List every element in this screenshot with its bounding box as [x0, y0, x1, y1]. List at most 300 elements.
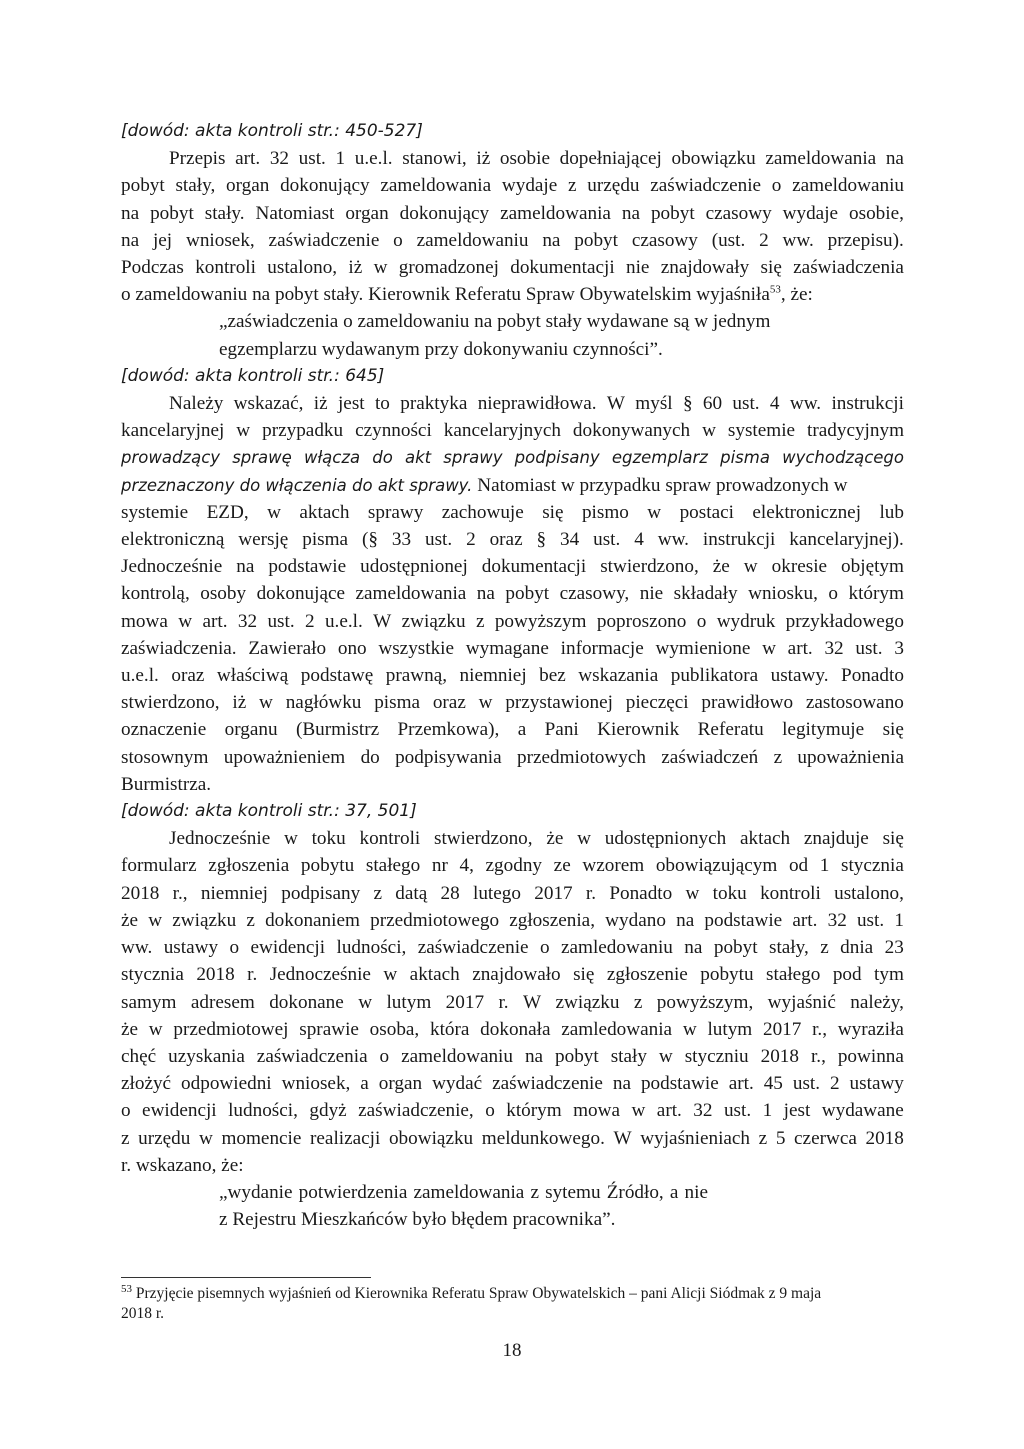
word: jej [152, 229, 173, 251]
word: powyższym, [656, 991, 754, 1013]
word: nie [684, 1181, 708, 1203]
word: złożyć [121, 1073, 172, 1095]
word: na [121, 229, 140, 251]
word: obowiązującym [655, 855, 778, 877]
word: (ust. [711, 229, 746, 251]
word: oznaczenie [121, 719, 207, 741]
text-line [121, 526, 904, 553]
word: 2 [759, 229, 769, 251]
word: podstawie [704, 909, 783, 931]
word: w [199, 1127, 213, 1149]
document-body [121, 118, 904, 1233]
word: wydano [605, 909, 666, 931]
word: na [684, 937, 703, 959]
word: aktach [299, 501, 350, 523]
word: pobyt [650, 202, 695, 224]
word: jest [337, 393, 365, 415]
word: na [236, 556, 255, 578]
word: wskazania [578, 665, 659, 687]
word: stały, [768, 937, 809, 959]
word: lutym [386, 991, 432, 1013]
word: ust. [267, 610, 295, 632]
word: (Burmistrz [295, 719, 380, 741]
word: zgłoszenia, [509, 909, 595, 931]
word: wniosek, [281, 1073, 351, 1095]
word: realizacji [310, 1127, 381, 1149]
text-segment: „zaświadczenia o zameldowaniu na pobyt stały wydawane są w jednym [219, 311, 771, 333]
word: 2 [466, 529, 476, 551]
word: stwierdzono, [600, 556, 699, 578]
word: w [647, 501, 662, 523]
word: ustalono, [834, 882, 904, 904]
word: na [542, 229, 561, 251]
word: stwierdzono, [121, 692, 220, 714]
word: 2 [305, 610, 315, 632]
text-line [121, 880, 904, 907]
word: Zawierało [248, 637, 327, 659]
word: Ponadto [841, 665, 904, 687]
word: aktach [740, 828, 791, 850]
word: zastosowano [805, 692, 904, 714]
word: dopełniającej [559, 148, 662, 170]
word: stały, [175, 175, 216, 197]
word: podstawę [300, 665, 374, 687]
word: wniosek, [185, 229, 255, 251]
word: od [788, 855, 809, 877]
text-line [121, 798, 904, 825]
word: objętym [841, 556, 904, 578]
italic-word: włącza [303, 448, 361, 468]
italic-word: sprawy [443, 448, 503, 468]
word: art. [792, 909, 818, 931]
word: w [358, 991, 373, 1013]
word: Jednocześnie [169, 828, 271, 850]
word: w [259, 692, 273, 714]
word: ludności, [228, 1100, 298, 1122]
text-segment: o zameldowaniu na pobyt stały. Kierownik Referatu Spraw Obywatelskim wyjaśniła [121, 284, 770, 306]
word: ewidencji [142, 1100, 217, 1122]
word: na [612, 1073, 631, 1095]
word: czerwca [794, 1127, 857, 1149]
word: 4 [634, 529, 644, 551]
word: związku [555, 991, 620, 1013]
word: elektroniczną [121, 529, 225, 551]
word: 1 [762, 1100, 773, 1122]
word: podstawie [268, 556, 347, 578]
italic-word: wychodzącego [782, 448, 904, 468]
text-line [121, 580, 904, 607]
word: r., [810, 1045, 826, 1067]
word: w [148, 909, 163, 931]
word: związku [401, 610, 466, 632]
word: o [485, 1100, 495, 1122]
word: myśl [635, 393, 673, 415]
word: zameldowania [380, 175, 492, 197]
word: stałego [365, 855, 421, 877]
word: ust. [298, 148, 326, 170]
word: przystawionej [505, 692, 613, 714]
word: (§ [361, 529, 378, 551]
word: ust. [732, 393, 760, 415]
word: zaświadczenie [650, 175, 762, 197]
word: w [743, 556, 758, 578]
word: w [373, 257, 388, 279]
word: datą [395, 882, 428, 904]
word: prawidłowo [701, 692, 794, 714]
word: o [121, 1100, 131, 1122]
text-line [121, 771, 904, 798]
text-segment: Burmistrza. [121, 773, 212, 795]
word: r. [498, 991, 509, 1013]
word: zaświadczenia [256, 1045, 368, 1067]
word: ust. [424, 529, 453, 551]
word: na [121, 202, 140, 224]
word: przedmiotowej [173, 1018, 289, 1040]
word: 34 [560, 529, 580, 551]
word: o [828, 583, 838, 605]
text-line [121, 499, 904, 526]
word: informacje [560, 637, 644, 659]
word: kancelaryjnych [443, 420, 561, 442]
word: przedmiotowych [517, 746, 646, 768]
word: a [669, 1181, 679, 1203]
text-segment: Natomiast w przypadku spraw prowadzonych w [472, 474, 848, 496]
word: W [606, 393, 625, 415]
word: powinna [837, 1045, 904, 1067]
word: Należy [169, 393, 224, 415]
word: dokonywanych [572, 420, 691, 442]
word: ludności, [336, 937, 407, 959]
word: zameldowaniu [792, 175, 904, 197]
word: u.e.l. [121, 665, 159, 687]
word: zgłoszenie [606, 964, 688, 986]
word: postaci [679, 501, 734, 523]
word: lub [879, 501, 904, 523]
word: niemniej [200, 882, 269, 904]
word: zaświadczenie [492, 1073, 603, 1095]
word: dokumentacji [481, 556, 587, 578]
word: nie [625, 257, 650, 279]
word: się [882, 828, 904, 850]
word: odpowiedni [181, 1073, 272, 1095]
text-line [121, 1070, 904, 1097]
word: meldunkowego. [481, 1127, 605, 1149]
text-line [121, 1206, 904, 1233]
word: w [283, 828, 298, 850]
word: wzorem [582, 855, 645, 877]
word: pod [832, 964, 862, 986]
text-segment: [dowód: akta kontroli str.: 37, 501] [121, 801, 417, 822]
word: z [633, 991, 643, 1013]
word: którym [506, 1100, 562, 1122]
word: pobytu [300, 855, 355, 877]
text-line [121, 635, 904, 662]
word: w [236, 420, 251, 442]
word: 32 [693, 1100, 713, 1122]
word: znajduje [803, 828, 869, 850]
text-line [121, 744, 904, 771]
word: instrukcji [831, 393, 904, 415]
word: dokonujący [399, 202, 490, 224]
word: kancelaryjnej [121, 420, 225, 442]
word: się [760, 257, 782, 279]
word: zgłoszenia [208, 855, 290, 877]
word: czasowy, [559, 583, 630, 605]
word: uzyskania [168, 1045, 245, 1067]
word: stałego [766, 964, 821, 986]
italic-word: akt [405, 448, 432, 468]
word: się [882, 719, 904, 741]
word: na [524, 1045, 544, 1067]
text-line [121, 1152, 904, 1179]
footnote-number: 53 [121, 1282, 132, 1295]
word: 1 [335, 148, 346, 170]
text-line [121, 989, 904, 1016]
word: 32 [269, 148, 290, 170]
word: ustalono, [267, 257, 338, 279]
word: pisma [374, 692, 421, 714]
text-line [121, 553, 904, 580]
word: wyjaśnieniach [640, 1127, 751, 1149]
word: przedmiotowego [370, 909, 500, 931]
text-line [121, 1097, 904, 1124]
word: która [429, 1018, 470, 1040]
word: w [702, 420, 716, 442]
word: czynności [355, 420, 432, 442]
word: pobyt [150, 202, 194, 224]
word: kontroli [760, 882, 821, 904]
word: w [658, 1045, 673, 1067]
word: prawną, [385, 665, 448, 687]
italic-word: egzemplarz [611, 448, 708, 468]
text-line [121, 1016, 904, 1043]
word: zameldowania [765, 148, 877, 170]
word: tym [874, 964, 904, 986]
word: do [360, 746, 380, 768]
word: o [771, 175, 782, 197]
word: iż [313, 393, 328, 415]
word: pieczęci [625, 692, 689, 714]
word: powyższym [494, 610, 587, 632]
word: dokonaniem [265, 909, 360, 931]
word: osoba, [369, 1018, 420, 1040]
word: wydruk [716, 610, 776, 632]
word: że [712, 556, 730, 578]
footnote-separator [121, 1277, 371, 1278]
word: w [148, 1018, 163, 1040]
word: w [267, 501, 281, 523]
text-line [121, 227, 904, 254]
word: r., [812, 1018, 828, 1040]
text-line [121, 308, 904, 335]
word: oraz [171, 665, 205, 687]
word: formularz [121, 855, 197, 877]
text-line [121, 363, 904, 390]
word: przykładowego [785, 610, 904, 632]
word: osoby [200, 583, 247, 605]
footnote [121, 1284, 904, 1324]
word: W [522, 991, 542, 1013]
footnote-text-continued: 2018 r. [121, 1305, 165, 1322]
word: zaświadczenie [268, 229, 380, 251]
text-line [121, 336, 904, 363]
word: § [536, 529, 547, 551]
text-line [121, 1179, 904, 1206]
word: 23 [884, 937, 904, 959]
word: 32 [827, 909, 847, 931]
word: znajdowało [472, 964, 561, 986]
italic-text: przeznaczony do włączenia do akt sprawy. [121, 475, 473, 495]
text-line [121, 1125, 904, 1152]
word: nieprawidłowa. [477, 393, 597, 415]
text-line [121, 254, 904, 281]
word: na [621, 202, 640, 224]
word: w [685, 882, 700, 904]
word: kontrolą, [121, 583, 190, 605]
word: pobyt [505, 583, 550, 605]
word: to [374, 393, 390, 415]
word: zameldowania [355, 583, 467, 605]
text-line [121, 716, 904, 743]
text-line [121, 444, 904, 471]
text-segment: [dowód: akta kontroli str.: 450-527] [121, 121, 423, 141]
word: publikatora [670, 665, 759, 687]
word: że [546, 828, 564, 850]
word: momencie [221, 1127, 302, 1149]
word: pisma [302, 529, 349, 551]
word: należy, [850, 991, 904, 1013]
word: 1 [819, 855, 830, 877]
word: w [682, 1018, 697, 1040]
text-line [121, 961, 904, 988]
word: pobyt [121, 175, 165, 197]
word: na [476, 583, 495, 605]
word: w [762, 637, 776, 659]
word: o [229, 937, 240, 959]
word: dokonane [269, 991, 344, 1013]
word: art. [202, 610, 228, 632]
word: ww. [782, 229, 814, 251]
word: sprawie [299, 1018, 359, 1040]
word: składały [673, 583, 738, 605]
word: podpisany [281, 882, 361, 904]
page-number: 18 [502, 1340, 522, 1361]
word: dokonujący [280, 175, 370, 197]
word: Referatu [697, 719, 764, 741]
word: wydaje [501, 175, 558, 197]
word: lutym [707, 1018, 753, 1040]
word: mowa [121, 610, 168, 632]
word: pobyt [555, 1045, 599, 1067]
word: kontroli [195, 257, 256, 279]
word: 60 [702, 393, 723, 415]
word: iż [476, 148, 491, 170]
word: instrukcji [702, 529, 776, 551]
word: mowa [573, 1100, 621, 1122]
word: zaświadczenie [417, 937, 529, 959]
word: ust. [723, 1100, 752, 1122]
word: Przepis [169, 148, 226, 170]
word: 2018 [865, 1127, 904, 1149]
word: Podczas [121, 257, 184, 279]
word: właściwą [216, 665, 289, 687]
word: o [696, 610, 707, 632]
text-line [121, 472, 904, 499]
text-line [121, 825, 904, 852]
word: oraz [489, 529, 523, 551]
word: 2018 [121, 882, 160, 904]
text-line [121, 907, 904, 934]
word: z [121, 1127, 130, 1149]
word: z [820, 937, 829, 959]
word: gdyż [309, 1100, 347, 1122]
word: samym [121, 991, 177, 1013]
word: stycznia [121, 964, 184, 986]
word: r., [172, 882, 188, 904]
word: w [178, 610, 193, 632]
word: czasowy [705, 202, 772, 224]
italic-word: podpisany [514, 448, 600, 468]
word: zaświadczeń [661, 746, 759, 768]
word: o [379, 1045, 390, 1067]
word: toku [712, 882, 747, 904]
word: 2017 [445, 991, 485, 1013]
word: dokonujące [256, 583, 346, 605]
word: iż [348, 257, 363, 279]
word: wymienione [655, 637, 751, 659]
word: wydawane [821, 1100, 904, 1122]
word: osobie, [849, 202, 904, 224]
word: niemniej [459, 665, 527, 687]
word: Przemkowa), [397, 719, 500, 741]
word: art. [235, 148, 261, 170]
text-line [121, 1043, 904, 1070]
footnote-text: Przyjęcie pisemnych wyjaśnień od Kierownika Referatu Spraw Obywatelskich – pani Alicji Siódmak z 9 maja [132, 1285, 822, 1302]
word: nagłówku [285, 692, 362, 714]
word: czasowy [631, 229, 698, 251]
word: wyjaśnić [767, 991, 836, 1013]
text-line [121, 390, 904, 417]
footnote-reference: 53 [769, 283, 781, 296]
word: przypadku [262, 420, 344, 442]
word: ustawy [849, 1073, 904, 1095]
word: pobytu [700, 964, 754, 986]
word: zamledowania [561, 1018, 673, 1040]
word: Jednocześnie [121, 556, 223, 578]
word: ze [553, 855, 571, 877]
word: o [539, 937, 550, 959]
word: 28 [440, 882, 460, 904]
word: systemie [727, 420, 796, 442]
word: chęć [121, 1045, 157, 1067]
word: z [530, 1181, 539, 1203]
word: 45 [763, 1073, 783, 1095]
word: § [682, 393, 693, 415]
word: zameldowania [413, 1181, 525, 1203]
text-line [121, 172, 904, 199]
word: 2018 [196, 964, 235, 986]
word: wydać [432, 1073, 483, 1095]
word: wymagane [465, 637, 549, 659]
word: ww. [121, 937, 153, 959]
word: 1 [894, 909, 904, 931]
text-line [121, 934, 904, 961]
word: 4, [459, 855, 474, 877]
word: na [676, 909, 695, 931]
word: art. [656, 1100, 682, 1122]
word: urzędu [587, 175, 640, 197]
word: udostępnionych [604, 828, 727, 850]
